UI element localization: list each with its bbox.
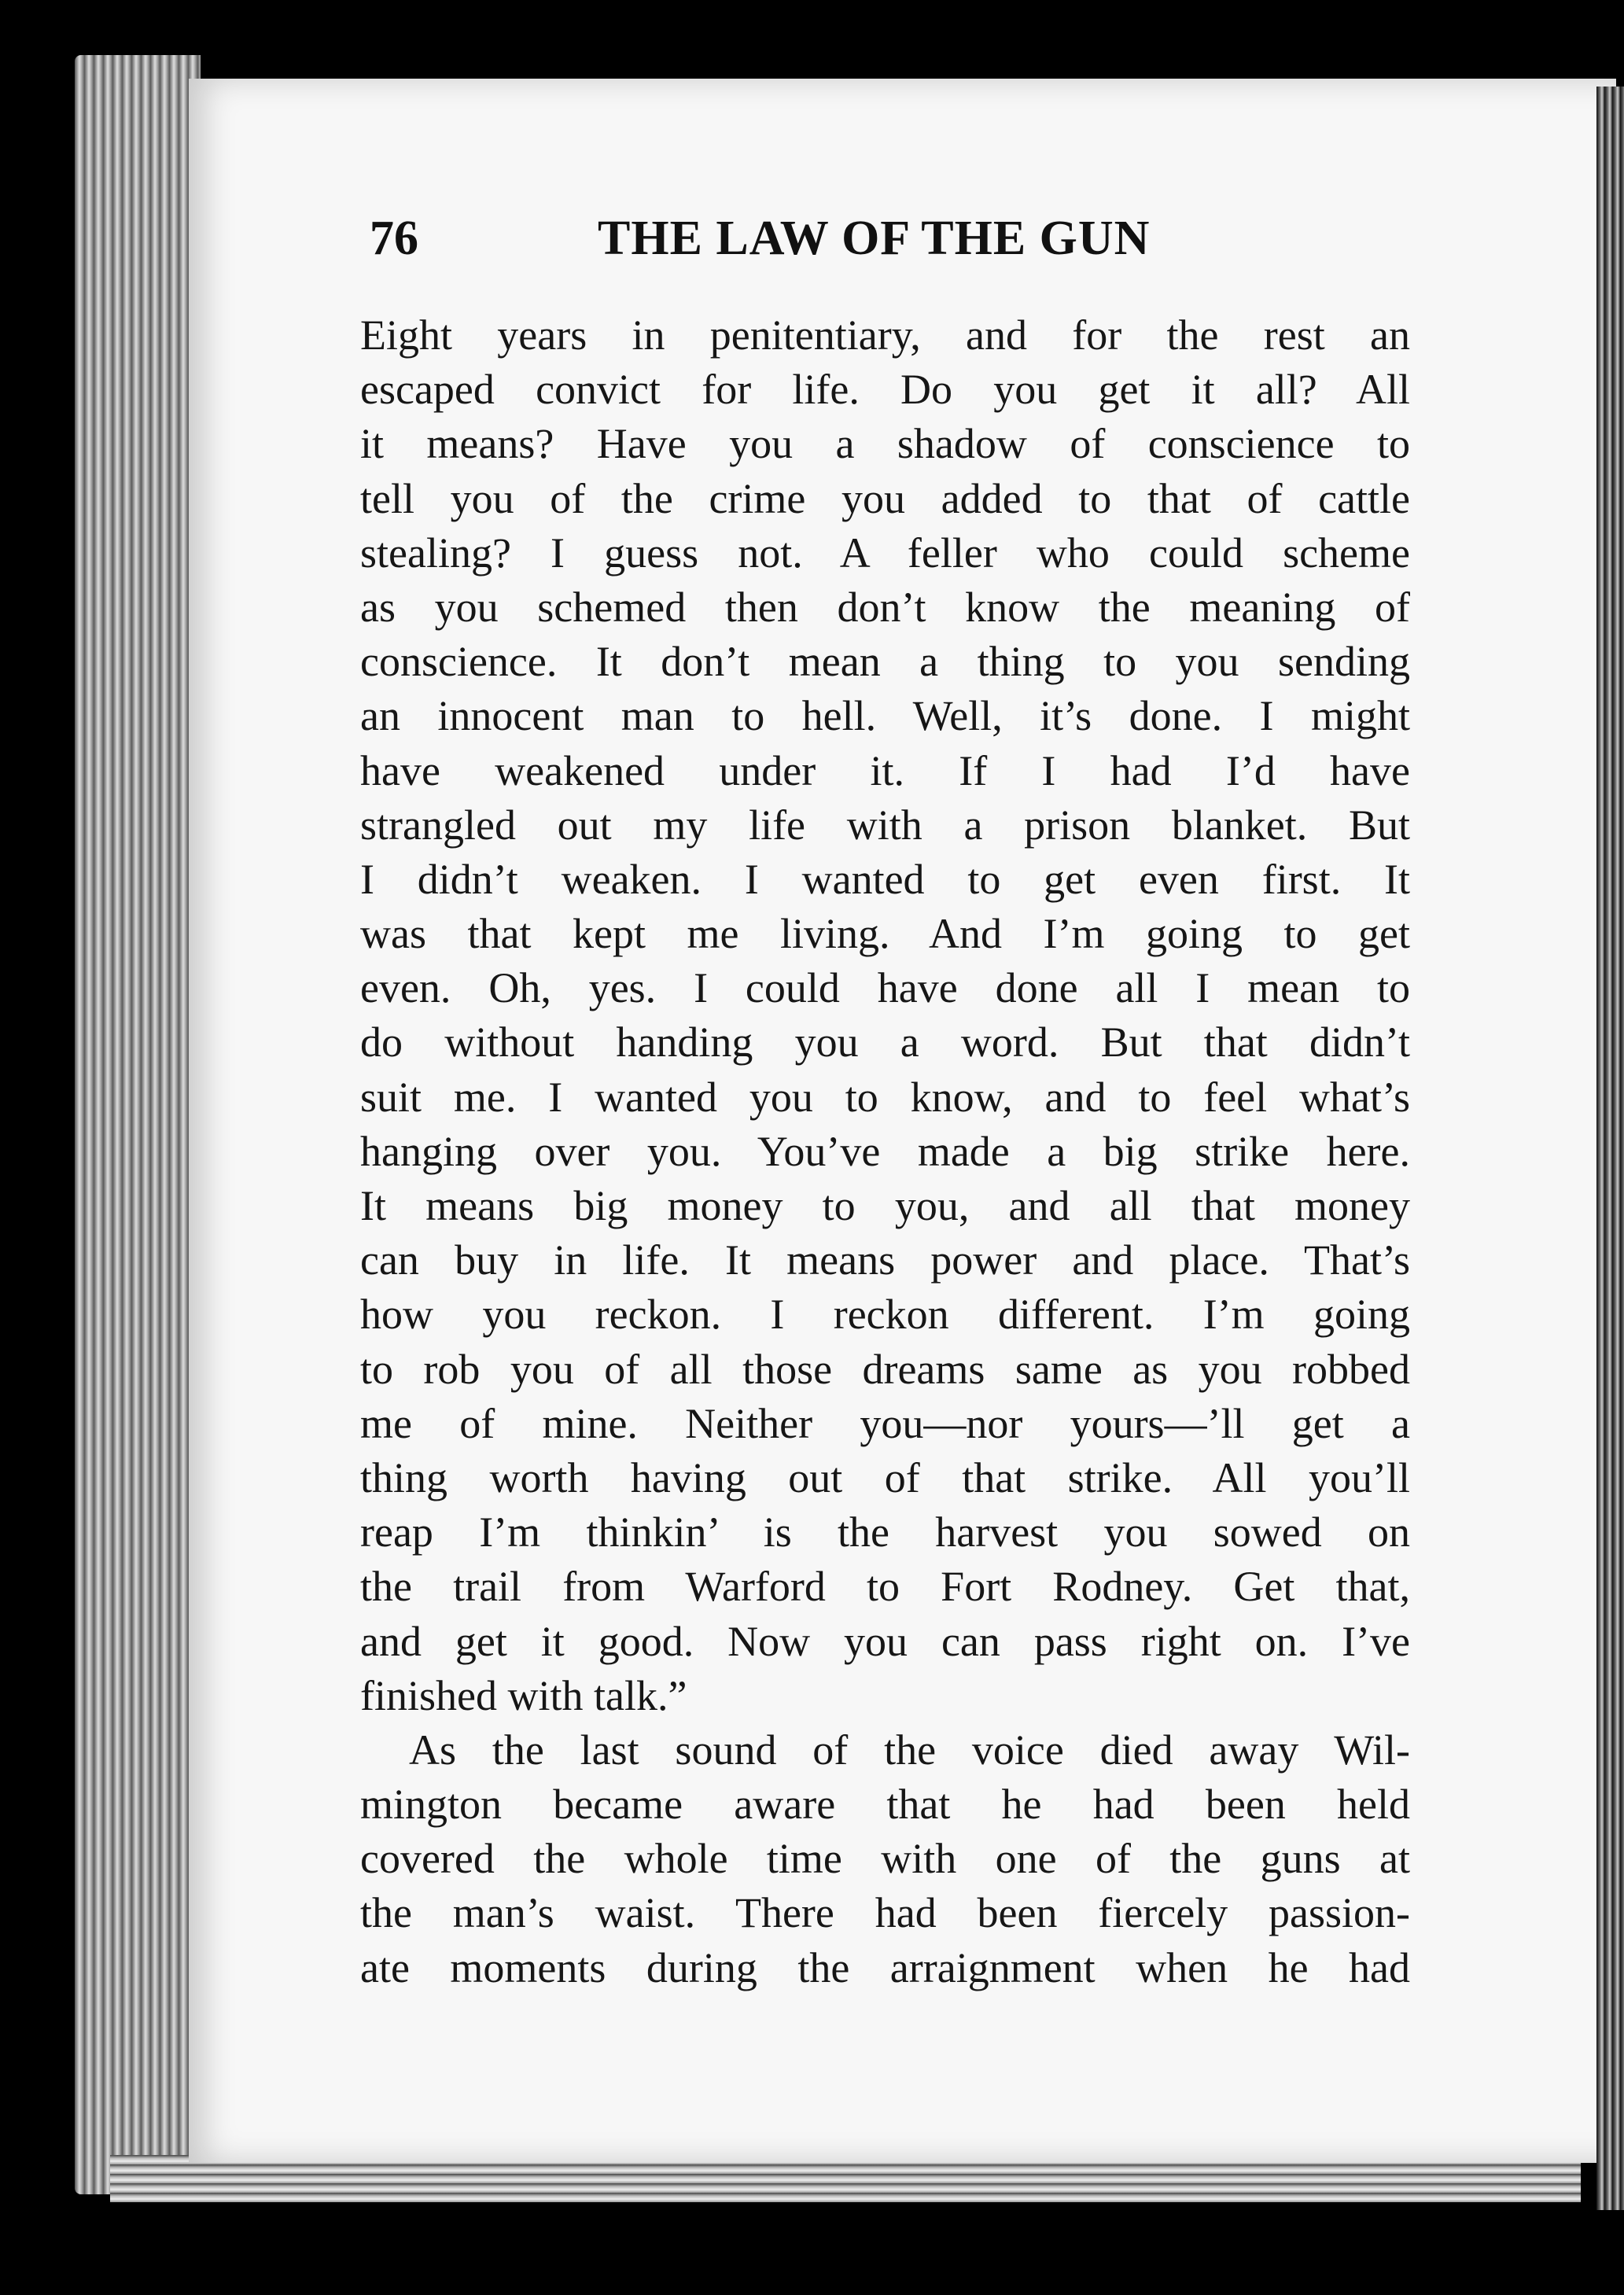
book-title: THE LAW OF THE GUN bbox=[598, 212, 1151, 265]
book-right-edge bbox=[1596, 87, 1624, 2210]
text-line: I didn’t weaken. I wanted to get even first. It bbox=[360, 855, 1410, 903]
text-line: and get it good. Now you can pass right on. I’ve bbox=[360, 1617, 1410, 1665]
paragraph-start-line: As the last sound of the voice died away Wil- bbox=[409, 1726, 1410, 1774]
text-line: even. Oh, yes. I could have done all I mean to bbox=[360, 964, 1410, 1012]
text-line: conscience. It don’t mean a thing to you sending bbox=[360, 638, 1410, 686]
text-line: tell you of the crime you added to that of cattle bbox=[360, 474, 1410, 522]
text-line: ate moments during the arraignment when he had bbox=[360, 1943, 1410, 1991]
text-line: how you reckon. I reckon different. I’m going bbox=[360, 1291, 1410, 1339]
text-line: the man’s waist. There had been fiercely passion- bbox=[360, 1889, 1410, 1937]
text-line: escaped convict for life. Do you get it all? All bbox=[360, 366, 1410, 414]
text-line: to rob you of all those dreams same as you robbed bbox=[360, 1345, 1410, 1393]
text-line: do without handing you a word. But that didn’t bbox=[360, 1019, 1410, 1066]
text-line: It means big money to you, and all that money bbox=[360, 1182, 1410, 1229]
text-line: strangled out my life with a prison blanket. But bbox=[360, 801, 1410, 849]
body-text bbox=[360, 308, 1410, 1995]
text-line: an innocent man to hell. Well, it’s done. I might bbox=[360, 692, 1410, 740]
running-head bbox=[370, 211, 1235, 274]
text-line: the trail from Warford to Fort Rodney. Get that, bbox=[360, 1563, 1410, 1611]
text-line: me of mine. Neither you—nor yours—’ll get a bbox=[360, 1399, 1410, 1447]
text-line: reap I’m thinkin’ is the harvest you sowed on bbox=[360, 1509, 1410, 1556]
text-line: thing worth having out of that strike. All you’ll bbox=[360, 1453, 1410, 1501]
text-line: hanging over you. You’ve made a big strike here. bbox=[360, 1127, 1410, 1175]
text-line: Eight years in penitentiary, and for the rest an bbox=[360, 311, 1410, 359]
text-line: finished with talk.” bbox=[360, 1671, 687, 1719]
text-line: mington became aware that he had been held bbox=[360, 1781, 1410, 1829]
text-line: as you schemed then don’t know the meaning of bbox=[360, 583, 1410, 631]
text-line: can buy in life. It means power and place. That’s bbox=[360, 1236, 1410, 1284]
text-line: covered the whole time with one of the guns at bbox=[360, 1835, 1410, 1883]
page-number: 76 bbox=[370, 212, 418, 265]
text-line: was that kept me living. And I’m going to get bbox=[360, 910, 1410, 958]
text-line: stealing? I guess not. A feller who could scheme bbox=[360, 529, 1410, 577]
text-line: it means? Have you a shadow of conscience to bbox=[360, 420, 1410, 468]
text-line: have weakened under it. If I had I’d have bbox=[360, 746, 1410, 794]
text-line: suit me. I wanted you to know, and to feel what’s bbox=[360, 1073, 1410, 1121]
book-page-edges bbox=[75, 55, 201, 2194]
